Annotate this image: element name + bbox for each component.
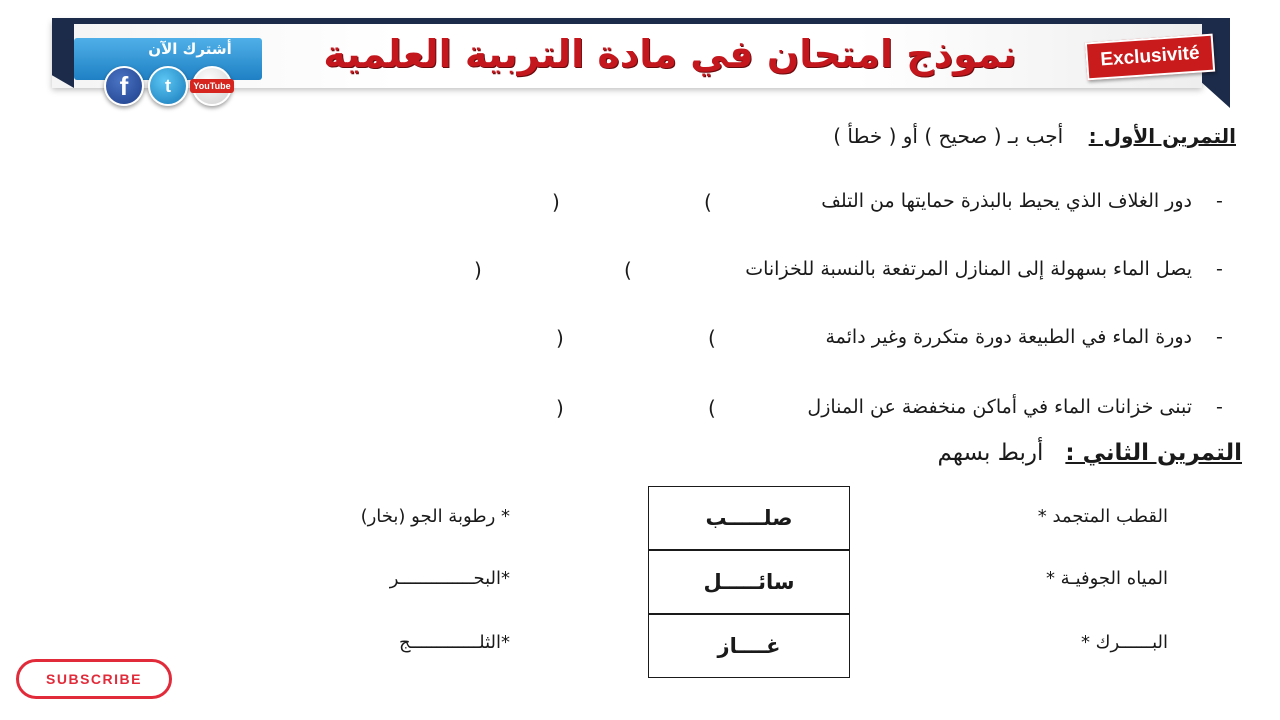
subscribe-now-label[interactable]: أشترك الآن [148,40,232,58]
exercise1-heading [833,124,1236,148]
state-table-cell-liquid: سائـــــل [648,550,850,614]
exercise1-item-3-text: دورة الماء في الطبيعة دورة متكررة وغير دائمة [825,326,1192,348]
exercise2-instruction: أربط بسهم [937,440,1044,466]
state-table-cell-solid: صلـــــب [648,486,850,550]
youtube-label: YouTube [190,79,233,93]
exercise1-title: التمرين الأول : [1088,124,1236,148]
answer-close-paren: ) [474,258,482,282]
answer-open-paren: ( [704,190,712,214]
right-column-item-3: البــــــرك * [1080,632,1168,653]
answer-close-paren: ) [556,326,564,350]
answer-close-paren: ) [552,190,560,214]
left-column-item-3: *الثلـــــــــــــج [398,632,510,653]
exercise1-item-1-text: دور الغلاف الذي يحيط بالبذرة حمايتها من التلف [821,190,1192,212]
answer-close-paren: ) [556,396,564,420]
answer-open-paren: ( [708,326,716,350]
state-table-cell-gas: غــــاز [648,614,850,678]
right-column-item-2: المياه الجوفيـة * [1045,568,1168,589]
answer-open-paren: ( [624,258,632,282]
exclusive-badge: Exclusivité [1085,34,1215,81]
exercise1-item-2-text: يصل الماء بسهولة إلى المنازل المرتفعة بالنسبة للخزانات [745,258,1192,280]
list-bullet: - [1216,326,1223,348]
twitter-icon[interactable]: t [148,66,188,106]
page-title: نموذج امتحان في مادة التربية العلمية [323,32,1017,76]
answer-open-paren: ( [708,396,716,420]
left-column-item-2: *البحــــــــــــــر [389,568,510,589]
right-column-item-1: القطب المتجمد * [1037,506,1168,527]
exercise1-item-4-text: تبنى خزانات الماء في أماكن منخفضة عن المنازل [807,396,1192,418]
left-column-item-1: * رطوبة الجو (بخار) [360,506,510,527]
list-bullet: - [1216,258,1223,280]
list-bullet: - [1216,396,1223,418]
exercise2-heading [938,440,1242,466]
facebook-icon[interactable]: f [104,66,144,106]
exercise1-instruction: أجب بـ ( صحيح ) أو ( خطأ ) [833,124,1064,148]
exercise2-title: التمرين الثاني : [1065,440,1242,466]
subscribe-button[interactable]: SUBSCRIBE [16,659,172,699]
youtube-icon[interactable] [192,66,232,106]
list-bullet: - [1216,190,1223,212]
